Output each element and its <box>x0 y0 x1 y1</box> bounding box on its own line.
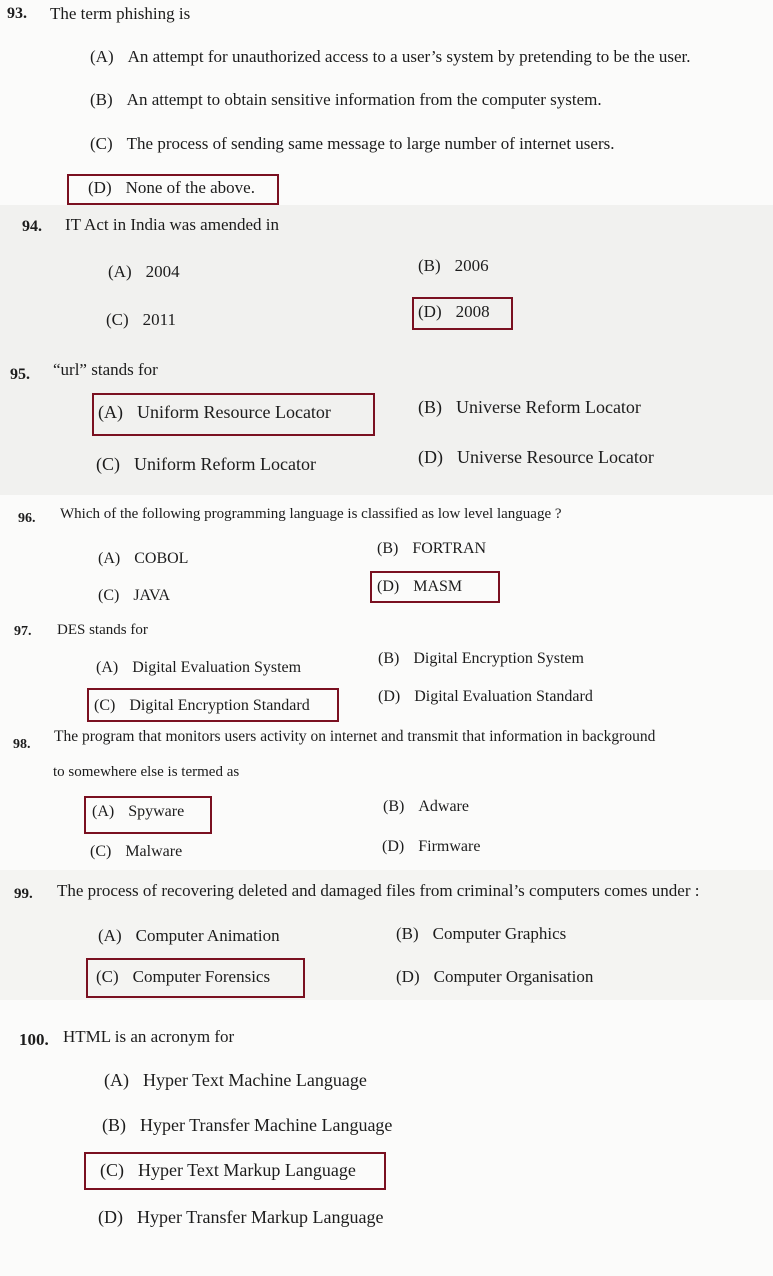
option-label: (B) <box>377 540 399 557</box>
option-label: (C) <box>100 1160 124 1180</box>
option-label: (D) <box>88 178 112 197</box>
option-d[interactable] <box>418 447 654 468</box>
option-text: Digital Evaluation Standard <box>414 688 593 705</box>
option-b[interactable] <box>418 256 489 276</box>
option-b[interactable] <box>102 1115 392 1136</box>
question-text-line-2: to somewhere else is termed as <box>53 764 240 780</box>
question-text: HTML is an acronym for <box>63 1027 235 1046</box>
option-text: 2006 <box>454 256 489 275</box>
answer-highlight-box <box>412 297 513 330</box>
option-b[interactable] <box>418 397 641 418</box>
option-text: Universe Resource Locator <box>457 447 654 467</box>
option-text: MASM <box>413 578 463 595</box>
option-text: Digital Encryption Standard <box>129 697 310 714</box>
option-a[interactable] <box>98 550 188 568</box>
option-d[interactable] <box>382 838 480 856</box>
option-text: 2004 <box>145 262 180 281</box>
option-label: (C) <box>96 967 119 986</box>
option-label: (A) <box>96 659 119 676</box>
option-d[interactable] <box>396 967 593 987</box>
answer-highlight-box <box>87 688 339 722</box>
option-label: (D) <box>418 447 443 467</box>
option-text: Adware <box>418 798 469 815</box>
option-text: Firmware <box>418 838 481 855</box>
option-label: (C) <box>90 134 113 153</box>
option-text: Universe Reform Locator <box>456 397 641 417</box>
option-text: Malware <box>125 843 183 860</box>
scan-shading <box>0 205 773 495</box>
option-b[interactable] <box>396 924 566 944</box>
option-text: Hyper Transfer Machine Language <box>140 1115 393 1135</box>
question-number: 93. <box>7 5 27 22</box>
option-c[interactable] <box>90 843 182 861</box>
option-label: (A) <box>98 402 123 422</box>
question-text: Which of the following programming language is classified as low level language ? <box>60 506 562 522</box>
option-label: (D) <box>396 967 420 986</box>
option-text: COBOL <box>134 550 189 567</box>
answer-highlight-box <box>92 393 375 436</box>
question-text: DES stands for <box>57 622 148 638</box>
option-label: (A) <box>90 47 114 66</box>
option-label: (A) <box>98 550 121 567</box>
answer-highlight-box <box>86 958 305 998</box>
option-label: (C) <box>96 454 120 474</box>
option-text: Digital Encryption System <box>413 650 584 667</box>
question-text: “url” stands for <box>53 360 158 379</box>
option-text: Uniform Resource Locator <box>137 402 331 422</box>
option-text: Hyper Text Markup Language <box>138 1160 356 1180</box>
option-c[interactable] <box>96 454 316 475</box>
option-label: (B) <box>418 256 441 275</box>
option-text: Computer Organisation <box>433 967 594 986</box>
question-number: 95. <box>10 366 30 383</box>
option-text: JAVA <box>133 587 171 604</box>
option-b[interactable] <box>90 90 602 110</box>
option-c[interactable] <box>106 310 176 330</box>
option-label: (D) <box>378 688 401 705</box>
option-label: (B) <box>383 798 405 815</box>
option-label: (B) <box>102 1115 126 1135</box>
option-text: Uniform Reform Locator <box>134 454 316 474</box>
option-b[interactable] <box>377 540 486 558</box>
option-text: Digital Evaluation System <box>132 659 302 676</box>
answer-highlight-box <box>370 571 500 603</box>
option-label: (C) <box>106 310 129 329</box>
option-c[interactable] <box>90 134 615 154</box>
answer-highlight-box <box>84 1152 386 1190</box>
option-text: Hyper Transfer Markup Language <box>137 1207 384 1227</box>
option-label: (A) <box>98 926 122 945</box>
option-a[interactable] <box>104 1070 367 1091</box>
option-text: 2011 <box>142 310 177 329</box>
option-text: FORTRAN <box>412 540 487 557</box>
option-text: An attempt for unauthorized access to a user’s system by pretending to be the user. <box>127 47 691 66</box>
option-label: (B) <box>396 924 419 943</box>
option-label: (A) <box>104 1070 129 1090</box>
question-number: 100. <box>19 1030 49 1049</box>
option-label: (C) <box>90 843 112 860</box>
option-a[interactable] <box>98 926 280 946</box>
question-number: 94. <box>22 218 42 235</box>
option-label: (A) <box>108 262 132 281</box>
question-text: The process of recovering deleted and damaged files from criminal’s computers comes under : <box>57 881 700 900</box>
option-label: (C) <box>98 587 120 604</box>
option-c[interactable] <box>98 587 170 605</box>
option-text: Computer Forensics <box>132 967 271 986</box>
option-b[interactable] <box>383 798 469 816</box>
question-number: 96. <box>18 511 36 526</box>
option-b[interactable] <box>378 650 584 668</box>
option-text: An attempt to obtain sensitive information from the computer system. <box>126 90 602 109</box>
option-a[interactable] <box>90 47 691 67</box>
option-label: (B) <box>378 650 400 667</box>
option-label: (D) <box>382 838 405 855</box>
option-text: Computer Graphics <box>432 924 567 943</box>
answer-highlight-box <box>84 796 212 834</box>
question-number: 97. <box>14 624 32 639</box>
option-label: (D) <box>418 302 442 321</box>
option-a[interactable] <box>108 262 180 282</box>
question-text: IT Act in India was amended in <box>65 215 280 234</box>
option-text: Hyper Text Machine Language <box>143 1070 367 1090</box>
option-text: None of the above. <box>125 178 255 197</box>
option-text: The process of sending same message to large number of internet users. <box>126 134 615 153</box>
option-label: (B) <box>90 90 113 109</box>
question-number: 99. <box>14 886 33 902</box>
answer-highlight-box <box>67 174 279 205</box>
option-label: (A) <box>92 803 115 820</box>
option-label: (B) <box>418 397 442 417</box>
option-text: Spyware <box>128 803 185 820</box>
question-text: The program that monitors users activity on internet and transmit that information in background <box>54 728 656 745</box>
option-text: Computer Animation <box>135 926 280 945</box>
option-d[interactable] <box>378 688 593 706</box>
option-label: (D) <box>377 578 400 595</box>
option-d[interactable] <box>98 1207 383 1228</box>
question-text: The term phishing is <box>50 4 191 23</box>
option-label: (C) <box>94 697 116 714</box>
option-a[interactable] <box>96 659 301 677</box>
option-label: (D) <box>98 1207 123 1227</box>
option-text: 2008 <box>455 302 490 321</box>
question-number: 98. <box>13 737 31 752</box>
